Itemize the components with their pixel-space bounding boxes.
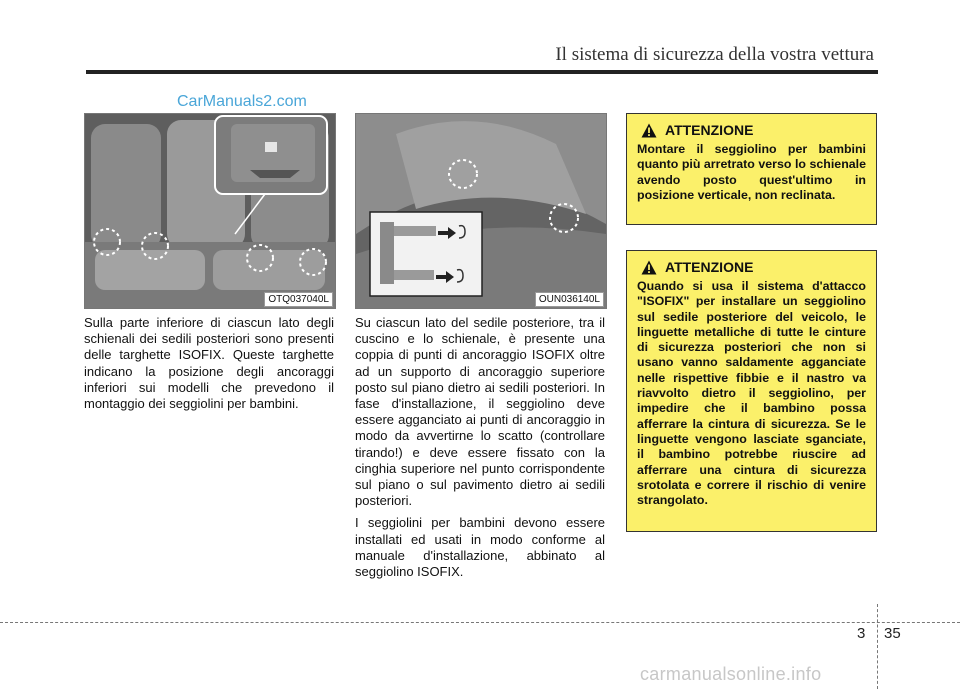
warning-text-1: Montare il seggiolino per bambini quanto più arretrato verso lo schienale avendo posto quest'ultimo in posizione verticale, non reclinata.: [637, 142, 866, 202]
warning-box-1: [626, 113, 877, 225]
isofix-anchor-illustration: [356, 114, 606, 308]
warning-triangle-icon: [641, 260, 657, 275]
warning-box-2: [626, 250, 877, 532]
warning-title-1: ATTENZIONE: [665, 122, 754, 138]
chapter-number: 3: [857, 625, 866, 642]
header-rule: [86, 70, 878, 74]
photo-code-right: OUN036140L: [535, 292, 604, 307]
rear-seat-illustration: [85, 114, 335, 308]
photo-code-left: OTQ037040L: [264, 292, 333, 307]
warning-title-2: ATTENZIONE: [665, 259, 754, 275]
warning-header-2: [641, 259, 866, 275]
warning-triangle-icon: [641, 123, 657, 138]
page-number: 35: [884, 625, 901, 642]
footer-rule: [0, 622, 960, 623]
header-title: Il sistema di sicurezza della vostra vettura: [555, 44, 874, 65]
column-middle-paragraph-1: Su ciascun lato del sedile posteriore, tra il cuscino e lo schienale, è presente una coppia di punti di ancoraggio ISOFIX oltre ad un supporto di ancoraggio superiore posto sul piano dietro ai sedili posteriori. In fase d'installazione, il seggiolino deve essere agganciato ai punti di ancoraggio in modo da avvertirne lo scatto (controllare tirando!) e deve essere fissato con la cinghia superiore nel punto corrispondente sul piano o sul pavimento dietro ai sedili posteriori.: [355, 315, 605, 509]
isofix-anchor-photo: [355, 113, 607, 309]
warning-text-2: Quando si usa il sistema d'attacco "ISOFIX" per installare un seggiolino sul sedile posteriore del veicolo, le linguette metalliche di tutte le cinture di sicurezza posteriori che non si usano vanno saldamente agganciate nelle rispettive fibbie e il nastro va riavvolto dietro il seggiolino, per impedire che il bambino possa afferrare la cintura di sicurezza. Se le linguette vengono lasciate sganciate, il bambino potrebbe riuscire ad afferrare una cintura di sicurezza srotolata e correre il rischio di venire strangolato.: [637, 279, 866, 508]
rear-seat-photo: [84, 113, 336, 309]
watermark-top[interactable]: CarManuals2.com: [177, 93, 307, 110]
footer-vertical-rule: [877, 604, 878, 689]
column-middle-paragraph-2: I seggiolini per bambini devono essere installati ed usati in modo conforme al manuale d'installazione, abbinato al seggiolino ISOFIX.: [355, 515, 605, 580]
watermark-bottom[interactable]: carmanualsonline.info: [640, 664, 822, 684]
column-left-text: [84, 315, 334, 418]
column-left-paragraph: Sulla parte inferiore di ciascun lato degli schienali dei sedili posteriori sono presenti delle targhette ISOFIX. Queste targhette indicano la posizione degli ancoraggi inferiori sui modelli che prevedono il montaggio dei seggiolini per bambini.: [84, 315, 334, 412]
warning-header-1: [641, 122, 866, 138]
column-middle-text: [355, 315, 605, 586]
